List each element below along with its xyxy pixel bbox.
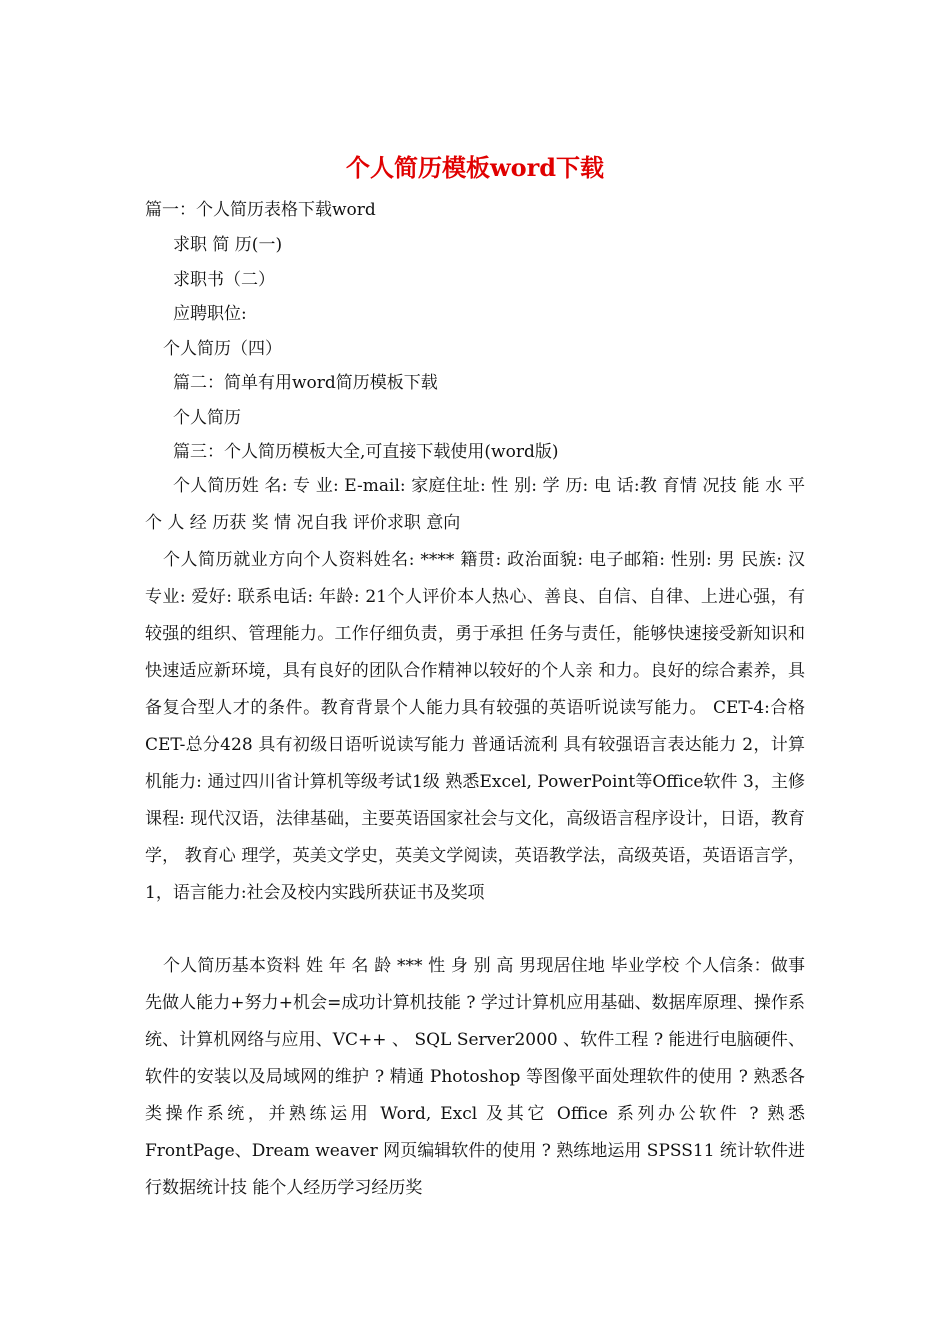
list-item: 应聘职位:	[173, 304, 247, 324]
list-item: 个人简历	[173, 408, 241, 428]
list-item: 求职书（二）	[173, 270, 275, 290]
paragraph: 个人简历基本资料 姓 年 名 龄 *** 性 身 别 高 男现居住地 毕业学校 个人信条：做事先做人能力+努力+机会=成功计算机技能 ? 学过计算机应用基础、数据库原理、操作系统、计算机网络与应用、VC++ 、 SQL Server2000 、软件工程 ? 能进行电脑硬件、软件的安装以及局域网的维护 ? 精通 Photoshop 等图像平面处理软件的使用 ? 熟悉各类操作系统，并熟练运用 Word, Excl 及其它 Office 系列办公软件 ? 熟悉 FrontPage、Dream weaver 网页编辑软件的使用 ? 熟练地运用 SPSS11 统计软件进行数据统计技 能个人经历学习经历奖	[145, 956, 805, 1198]
paragraph: 个人简历姓 名: 专 业: E-mail: 家庭住址: 性 别: 学 历: 电 话:教 育情 况技 能 水 平个 人 经 历获 奖 情 况自我 评价求职 意向	[145, 476, 805, 533]
section-heading-2: 篇二：简单有用word简历模板下载	[173, 373, 438, 393]
paragraph: 个人简历就业方向个人资料姓名: **** 籍贯: 政治面貌: 电子邮箱: 性别: 男 民族: 汉 专业: 爱好: 联系电话: 年龄: 21个人评价本人热心、善良、自信、自律、上进心强，有较强的组织、管理能力。工作仔细负责，勇于承担 任务与责任，能够快速接受新知识和快速适应新环境，具有良好的团队合作精神以较好的个人亲 和力。良好的综合素养，具备复合型人才的条件。教育背景个人能力具有较强的英语听说读写能力。 CET-4:合格 CET-总分428 具有初级日语听说读写能力 普通话流利 具有较强语言表达能力 2，计算机能力: 通过四川省计算机等级考试1级 熟悉Excel, PowerPoint等Office软件 3，主修课程: 现代汉语，法律基础，主要英语国家社会与文化，高级语言程序设计，日语，教育学， 教育心 理学，英美文学史，英美文学阅读，英语教学法，高级英语，英语语言学， 1，语言能力:社会及校内实践所获证书及奖项	[145, 550, 805, 903]
section-heading-1: 篇一：个人简历表格下载word	[145, 200, 376, 220]
list-item: 个人简历（四）	[163, 339, 282, 359]
document-title: 个人简历模板word下载	[345, 153, 605, 182]
section-heading-3: 篇三：个人简历模板大全,可直接下载使用(word版)	[173, 442, 559, 462]
list-item: 求职 简 历(一)	[173, 235, 283, 255]
